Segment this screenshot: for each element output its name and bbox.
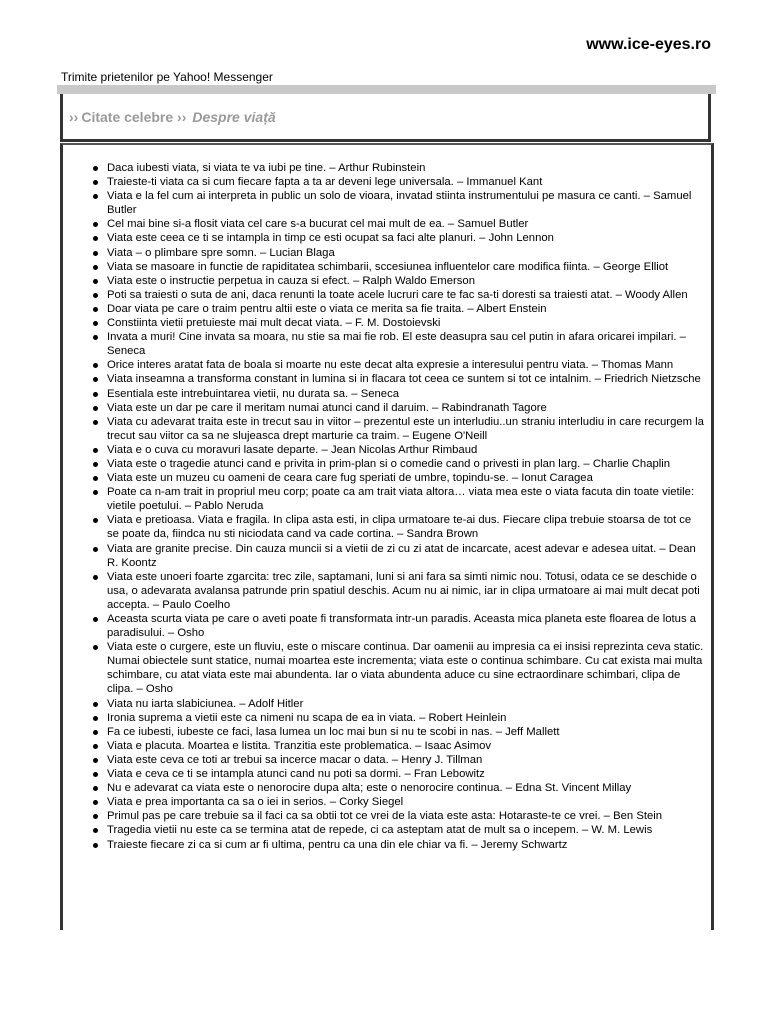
frame-top-bar (57, 85, 716, 94)
breadcrumb-link-parent[interactable]: Citate celebre (81, 109, 174, 125)
breadcrumb-separator: ›› (69, 109, 79, 125)
quote-item: Viata e o cuva cu moravuri lasate departe. – Jean Nicolas Arthur Rimbaud (107, 443, 705, 457)
quote-item: Ironia suprema a vietii este ca nimeni nu scapa de ea in viata. – Robert Heinlein (107, 711, 705, 725)
breadcrumb-box (60, 94, 711, 142)
quote-item: Poti sa traiesti o suta de ani, daca renunti la toate acele lucruri care te fac sa-ti doresti sa traiesti atat. – Woody Allen (107, 288, 705, 302)
quote-item: Orice interes aratat fata de boala si moarte nu este decat alta expresie a interesului pentru viata. – Thomas Mann (107, 358, 705, 372)
quote-item: Viata nu iarta slabiciunea. – Adolf Hitler (107, 697, 705, 711)
quote-item: Tragedia vietii nu este ca se termina atat de repede, ci ca asteptam atat de mult sa o incepem. – W. M. Lewis (107, 823, 705, 837)
quote-item: Fa ce iubesti, iubeste ce faci, lasa lumea un loc mai bun si nu te scobi in nas. – Jeff Mallett (107, 725, 705, 739)
quote-item: Viata inseamna a transforma constant in lumina si in flacara tot ceea ce suntem si tot ce intalnim. – Friedrich Nietzsche (107, 372, 705, 386)
quote-item: Viata e prea importanta ca sa o iei in serios. – Corky Siegel (107, 795, 705, 809)
quote-item: Viata este o tragedie atunci cand e privita in prim-plan si o comedie cand o privesti in plan larg. – Charlie Chaplin (107, 457, 705, 471)
quote-item: Aceasta scurta viata pe care o aveti poate fi transformata intr-un paradis. Aceasta mica planeta este floarea de lotus a paradisului. – Osho (107, 612, 705, 640)
quote-item: Viata are granite precise. Din cauza muncii si a vietii de zi cu zi atat de incarcate, acest adevar e adesea uitat. – Dean R. Koontz (107, 542, 705, 570)
quote-item: Viata este unoeri foarte zgarcita: trec zile, saptamani, luni si ani fara sa simti nimic nou. Totusi, odata ce se deschide o usa, o adevarata avalansa patrunde prin spatiul deschis. Acum nu ai nimic, iar in clipa urmatoare ai mai mult decat poti accepta. – Paulo Coelho (107, 570, 705, 612)
quote-item: Traieste fiecare zi ca si cum ar fi ultima, pentru ca una din ele chiar va fi. – Jeremy Schwartz (107, 838, 705, 852)
content-frame (57, 85, 716, 930)
quote-item: Invata a muri! Cine invata sa moara, nu stie sa mai fie rob. El este deasupra sau cel putin in afara oricarei impilari. – Seneca (107, 330, 705, 358)
send-to-friends-link[interactable]: Trimite prietenilor pe Yahoo! Messenger (61, 70, 273, 84)
quote-item: Cel mai bine si-a flosit viata cel care s-a bucurat cel mai mult de ea. – Samuel Butler (107, 217, 705, 231)
quote-item: Viata – o plimbare spre somn. – Lucian Blaga (107, 246, 705, 260)
quote-item: Viata se masoare in functie de rapiditatea schimbarii, sccesiunea influentelor care modifica fiinta. – George Elliot (107, 260, 705, 274)
quote-item: Constiinta vietii pretuieste mai mult decat viata. – F. M. Dostoievski (107, 316, 705, 330)
quote-list (107, 161, 705, 852)
quote-item: Viata este un dar pe care il meritam numai atunci cand il daruim. – Rabindranath Tagore (107, 401, 705, 415)
breadcrumb-current: Despre viață (192, 109, 276, 125)
quote-item: Viata este ceva ce toti ar trebui sa incerce macar o data. – Henry J. Tillman (107, 753, 705, 767)
quote-item: Viata este un muzeu cu oameni de ceara care fug speriati de umbre, topindu-se. – Ionut Caragea (107, 471, 705, 485)
quote-item: Viata este ceea ce ti se intampla in timp ce esti ocupat sa faci alte planuri. – John Lennon (107, 231, 705, 245)
quote-item: Doar viata pe care o traim pentru altii este o viata ce merita sa fie traita. – Albert Enstein (107, 302, 705, 316)
quote-item: Poate ca n-am trait in propriul meu corp; poate ca am trait viata altora… viata mea este o viata facuta din toate vietile: vietile poetului. – Pablo Neruda (107, 485, 705, 513)
quote-item: Viata este o instructie perpetua in cauza si efect. – Ralph Waldo Emerson (107, 274, 705, 288)
quote-item: Primul pas pe care trebuie sa il faci ca sa obtii tot ce vrei de la viata este asta: Hotaraste-te ce vrei. – Ben Stein (107, 809, 705, 823)
breadcrumb-separator: ›› (177, 109, 187, 125)
quotes-box (60, 143, 714, 930)
quote-item: Viata e placuta. Moartea e listita. Tranzitia este problematica. – Isaac Asimov (107, 739, 705, 753)
quote-item: Viata e pretioasa. Viata e fragila. In clipa asta esti, in clipa urmatoare te-ai dus. Fiecare clipa trebuie stoarsa de tot ce se poate da, fiindca nu sti niciodata cand va cade cortina. – Sandra Brown (107, 513, 705, 541)
breadcrumb (69, 109, 276, 125)
quote-item: Viata cu adevarat traita este in trecut sau in viitor – prezentul este un interludiu..un straniu interludiu in care recurgem la trecut sau viitor ca sa ne slujeasca drept marturie ca traim. – Eugene O'Neill (107, 415, 704, 442)
quote-item: Viata este o curgere, este un fluviu, este o miscare continua. Dar oamenii au impresia ca ei insisi reprezinta ceva static. Numai obiectele sunt statice, numai moartea este incrementa; viata este o continua schimbare. Cu cat exista mai multa schimbare, cu atat viata este mai abundenta. Iar o viata abundenta aduce cu sine ectraordinare schimbari, clipa de clipa. – Osho (107, 641, 704, 696)
quote-item: Esentiala este intrebuintarea vietii, nu durata sa. – Seneca (107, 387, 705, 401)
quote-item: Traieste-ti viata ca si cum fiecare fapta a ta ar deveni lege universala. – Immanuel Kant (107, 175, 705, 189)
quote-item: Nu e adevarat ca viata este o nenorocire dupa alta; este o nenorocire continua. – Edna St. Vincent Millay (107, 781, 705, 795)
site-url[interactable]: www.ice-eyes.ro (586, 36, 711, 53)
quote-item: Daca iubesti viata, si viata te va iubi pe tine. – Arthur Rubinstein (107, 161, 705, 175)
quote-item: Viata e la fel cum ai interpreta in public un solo de vioara, invatad stiinta instrumentului pe masura ce canti. – Samuel Butler (107, 189, 705, 217)
quote-item: Viata e ceva ce ti se intampla atunci cand nu poti sa dormi. – Fran Lebowitz (107, 767, 705, 781)
